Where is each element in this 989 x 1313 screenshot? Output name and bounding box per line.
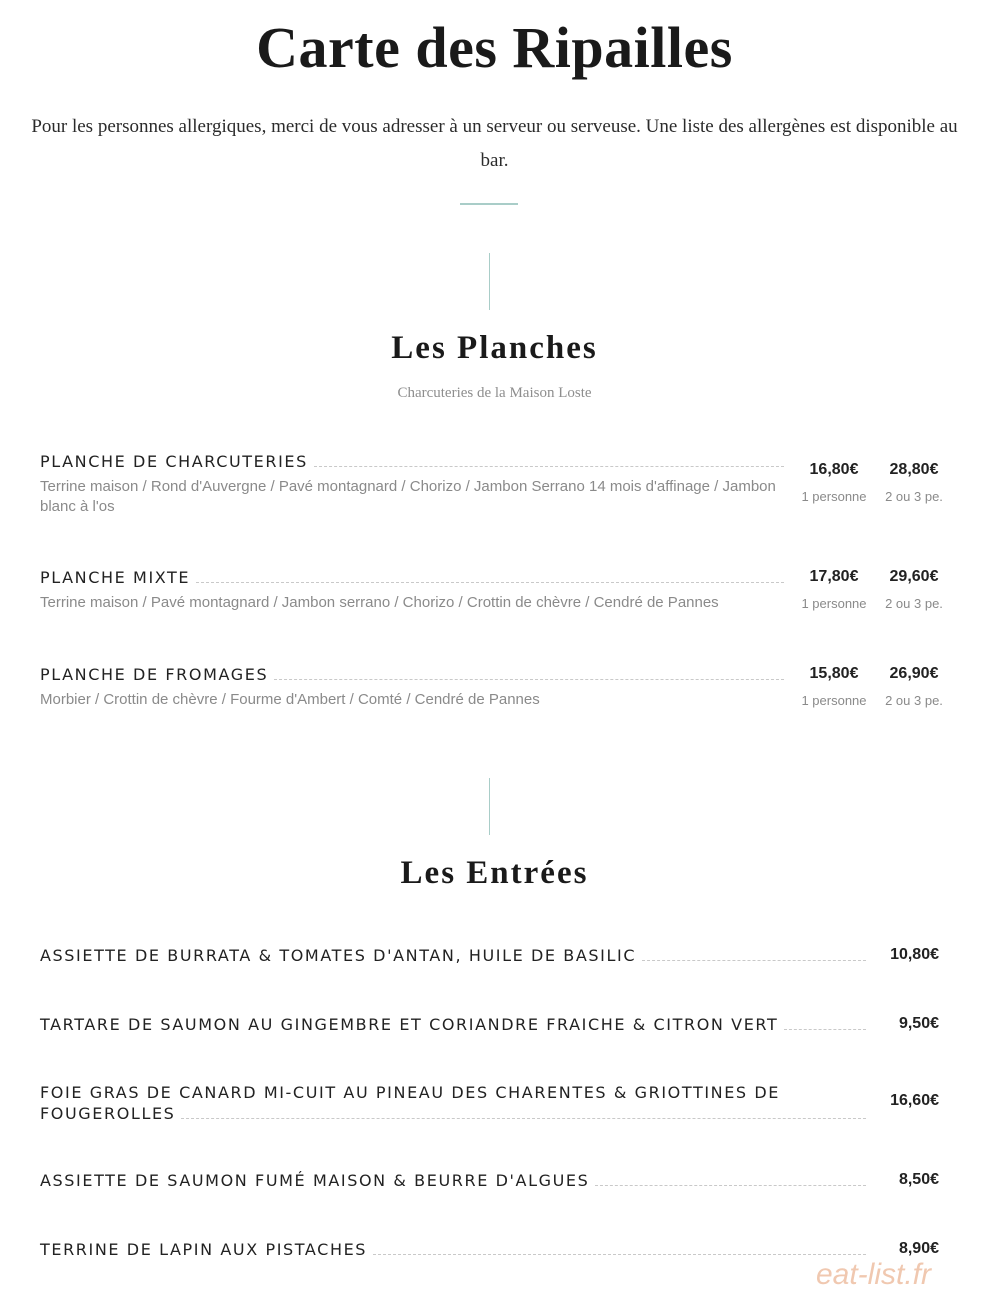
price-label-shared: 2 ou 3 pe. <box>885 596 943 611</box>
vertical-divider <box>489 778 490 835</box>
leader-dots <box>642 960 866 961</box>
leader-dots <box>181 1118 866 1119</box>
price-label-shared: 2 ou 3 pe. <box>885 489 943 504</box>
price-shared: 26,90€ <box>889 665 939 682</box>
price-single: 17,80€ <box>809 568 859 585</box>
item-name: PLANCHE MIXTE <box>40 568 191 587</box>
page-title: Carte des Ripailles <box>256 15 733 80</box>
price-label-shared: 2 ou 3 pe. <box>885 693 943 708</box>
item-description: Terrine maison / Rond d'Auvergne / Pavé montagnard / Chorizo / Jambon Serrano 14 mois d'affinage / Jambon blanc à l'os <box>40 478 776 515</box>
item-price: 8,50€ <box>898 1171 939 1188</box>
item-name: ASSIETTE DE BURRATA & TOMATES D'ANTAN, HUILE DE BASILIC <box>40 946 637 965</box>
item-description: Terrine maison / Pavé montagnard / Jambon serrano / Chorizo / Crottin de chèvre / Cendré de Pannes <box>40 594 719 611</box>
menu-item <box>40 1240 866 1259</box>
menu-item <box>40 946 866 965</box>
item-name-line2: FOUGEROLLES <box>40 1104 176 1123</box>
leader-dots <box>274 679 784 680</box>
menu-item <box>40 1015 866 1034</box>
menu-item <box>40 1171 866 1190</box>
item-name: TERRINE DE LAPIN AUX PISTACHES <box>40 1240 368 1259</box>
item-description: Morbier / Crottin de chèvre / Fourme d'Ambert / Comté / Cendré de Pannes <box>40 691 540 708</box>
item-prices <box>800 665 948 708</box>
item-price: 8,90€ <box>898 1240 939 1257</box>
item-name: TARTARE DE SAUMON AU GINGEMBRE ET CORIANDRE FRAICHE & CITRON VERT <box>40 1015 779 1034</box>
price-single: 16,80€ <box>809 461 859 478</box>
accent-divider <box>460 203 518 205</box>
item-name-line1: FOIE GRAS DE CANARD MI-CUIT AU PINEAU DES CHARENTES & GRIOTTINES DE <box>40 1083 780 1102</box>
item-name: PLANCHE DE CHARCUTERIES <box>40 452 308 471</box>
leader-dots <box>595 1185 866 1186</box>
menu-item <box>40 452 784 517</box>
section-title-planches: Les Planches <box>391 330 598 366</box>
item-prices <box>800 568 948 611</box>
menu-item <box>40 1081 866 1123</box>
price-shared: 28,80€ <box>889 461 939 478</box>
item-name: PLANCHE DE FROMAGES <box>40 665 269 684</box>
menu-item <box>40 568 784 613</box>
item-price: 10,80€ <box>890 946 939 963</box>
item-prices <box>800 461 948 504</box>
item-price: 9,50€ <box>898 1015 939 1032</box>
item-name: ASSIETTE DE SAUMON FUMÉ MAISON & BEURRE D'ALGUES <box>40 1171 590 1190</box>
watermark: eat-list.fr <box>815 1258 931 1291</box>
section-title-entrees: Les Entrées <box>400 855 589 891</box>
price-shared: 29,60€ <box>889 568 939 585</box>
leader-dots <box>373 1254 866 1255</box>
vertical-divider <box>489 253 490 310</box>
leader-dots <box>314 466 784 467</box>
price-label-single: 1 personne <box>801 693 867 708</box>
allergen-notice: Pour les personnes allergiques, merci de vous adresser à un serveur ou serveuse. Une liste des allergènes est disponible au bar. <box>31 116 958 171</box>
section-subtitle-planches: Charcuteries de la Maison Loste <box>397 385 592 401</box>
menu-item <box>40 665 784 710</box>
leader-dots <box>784 1029 866 1030</box>
item-price: 16,60€ <box>890 1092 939 1109</box>
price-single: 15,80€ <box>809 665 859 682</box>
price-label-single: 1 personne <box>801 596 867 611</box>
price-label-single: 1 personne <box>801 489 867 504</box>
leader-dots <box>196 582 784 583</box>
